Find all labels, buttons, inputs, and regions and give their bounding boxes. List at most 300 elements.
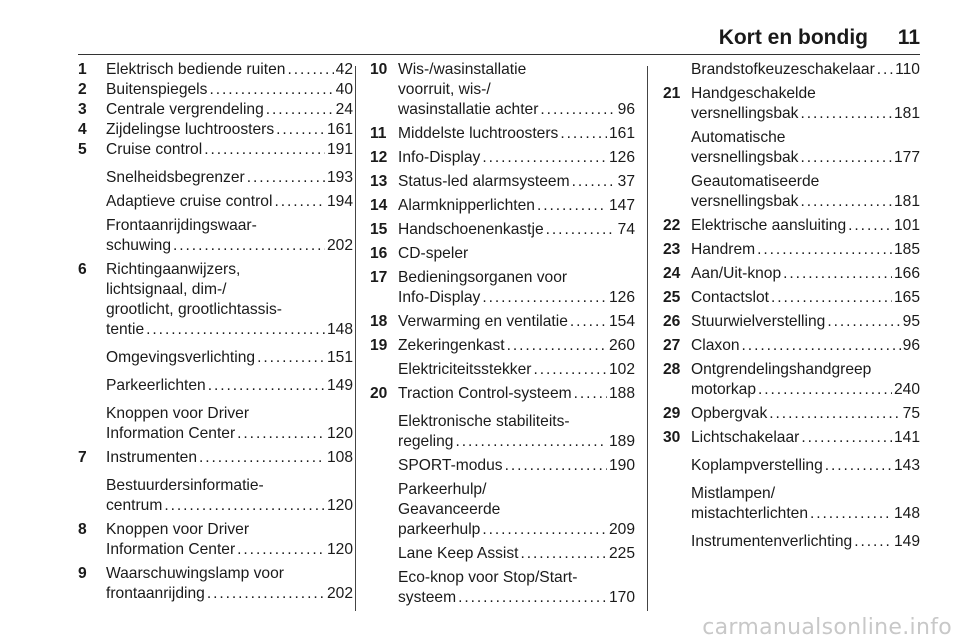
entry-label: Elektrisch bediende ruiten — [106, 61, 286, 78]
index-entry — [370, 412, 635, 452]
entry-body — [691, 172, 920, 212]
entry-page-link[interactable]: 102 — [608, 361, 635, 378]
entry-page-link[interactable]: 101 — [893, 217, 920, 234]
dot-leader — [521, 544, 607, 564]
entry-last-line — [106, 320, 353, 340]
entry-label: Contactslot — [691, 289, 770, 306]
entry-body — [691, 360, 920, 400]
dot-leader — [877, 60, 893, 80]
index-entry — [663, 484, 920, 524]
entry-page-link[interactable]: 42 — [335, 61, 353, 78]
entry-body — [106, 168, 353, 188]
entry-body — [106, 564, 353, 604]
entry-page-link[interactable]: 24 — [335, 101, 353, 118]
index-column-right — [663, 60, 920, 552]
entry-body — [398, 60, 635, 120]
entry-last-line — [691, 264, 920, 284]
entry-number: 19 — [370, 337, 388, 354]
index-entry — [370, 544, 635, 564]
entry-title-line: Automatische — [691, 129, 786, 146]
dot-leader — [825, 456, 892, 476]
entry-number: 10 — [370, 61, 388, 78]
entry-number: 6 — [78, 261, 87, 278]
index-entry — [78, 404, 353, 444]
entry-number: 23 — [663, 241, 681, 258]
entry-label: frontaanrijding — [106, 585, 205, 602]
entry-number: 29 — [663, 405, 681, 422]
entry-page-link[interactable]: 141 — [893, 429, 920, 446]
entry-label: Middelste luchtroosters — [398, 125, 559, 142]
index-entry — [663, 84, 920, 124]
entry-page-link[interactable]: 181 — [893, 193, 920, 210]
entry-page-link[interactable]: 37 — [617, 173, 635, 190]
entry-title-line: grootlicht, grootlichtassis- — [106, 301, 282, 318]
entry-last-line — [398, 100, 635, 120]
entry-number: 7 — [78, 449, 87, 466]
entry-number: 20 — [370, 385, 388, 402]
entry-last-line — [398, 520, 635, 540]
index-entry — [370, 384, 635, 404]
index-entry — [663, 60, 920, 80]
entry-last-line — [691, 336, 920, 356]
entry-page-link[interactable]: 193 — [326, 169, 353, 186]
entry-body — [106, 100, 353, 120]
index-entry — [370, 172, 635, 192]
entry-last-line — [398, 360, 635, 380]
index-entry — [78, 120, 353, 140]
dot-leader — [848, 216, 892, 236]
entry-body — [106, 260, 353, 340]
entry-last-line — [106, 80, 353, 100]
entry-number: 18 — [370, 313, 388, 330]
entry-title-line: voorruit, wis-/ — [398, 81, 491, 98]
entry-body — [106, 448, 353, 468]
dot-leader — [482, 520, 607, 540]
dot-leader — [537, 196, 607, 216]
entry-label: Koplampverstelling — [691, 457, 823, 474]
index-column-left — [78, 60, 353, 604]
entry-number: 15 — [370, 221, 388, 238]
entry-label: regeling — [398, 433, 454, 450]
dot-leader — [533, 360, 607, 380]
entry-number: 14 — [370, 197, 388, 214]
entry-body — [691, 404, 920, 424]
dot-leader — [854, 532, 892, 552]
entry-body — [398, 480, 635, 540]
index-entry — [370, 268, 635, 308]
entry-title-line: lichtsignaal, dim-/ — [106, 281, 227, 298]
index-entry — [663, 288, 920, 308]
entry-page-link[interactable]: 225 — [608, 545, 635, 562]
entry-page-link[interactable]: 188 — [608, 385, 635, 402]
entry-title-line: Knoppen voor Driver — [106, 405, 250, 422]
dot-leader — [800, 104, 891, 124]
entry-label: Handrem — [691, 241, 756, 258]
entry-number: 12 — [370, 149, 388, 166]
entry-body — [106, 120, 353, 140]
watermark: carmanualsonline.info — [702, 615, 952, 640]
entry-page-link[interactable]: 189 — [608, 433, 635, 450]
index-entry — [78, 476, 353, 516]
header-rule — [78, 54, 920, 55]
entry-page-link[interactable]: 143 — [893, 457, 920, 474]
entry-last-line — [106, 376, 353, 396]
entry-body — [106, 80, 353, 100]
entry-page-link[interactable]: 154 — [608, 313, 635, 330]
entry-page-link[interactable]: 96 — [617, 101, 635, 118]
entry-body — [106, 216, 353, 256]
dot-leader — [572, 172, 616, 192]
entry-label: Status-led alarmsysteem — [398, 173, 570, 190]
entry-last-line — [106, 448, 353, 468]
dot-leader — [769, 404, 900, 424]
index-entry — [370, 568, 635, 608]
entry-label: SPORT-modus — [398, 457, 503, 474]
entry-page-link[interactable]: 148 — [326, 321, 353, 338]
entry-label: wasinstallatie achter — [398, 101, 539, 118]
entry-body — [106, 376, 353, 396]
entry-number: 3 — [78, 101, 87, 118]
entry-label: Zekeringenkast — [398, 337, 505, 354]
entry-label: Omgevingsverlichting — [106, 349, 256, 366]
entry-last-line — [691, 428, 920, 448]
entry-body — [106, 348, 353, 368]
entry-last-line — [398, 220, 635, 240]
index-entry — [78, 140, 353, 160]
entry-title-line: Knoppen voor Driver — [106, 521, 250, 538]
entry-title-line: Geavanceerde — [398, 501, 501, 518]
entry-label: versnellingsbak — [691, 105, 799, 122]
entry-body — [106, 520, 353, 560]
entry-last-line — [398, 312, 635, 332]
entry-last-line — [106, 192, 353, 212]
entry-label: Information Center — [106, 541, 236, 558]
entry-page-link[interactable]: 151 — [326, 349, 353, 366]
index-entry — [78, 60, 353, 80]
entry-label: Buitenspiegels — [106, 81, 208, 98]
entry-body — [691, 428, 920, 448]
index-entry — [78, 100, 353, 120]
entry-label: Info-Display — [398, 289, 481, 306]
entry-last-line — [691, 288, 920, 308]
entry-label: Lichtschakelaar — [691, 429, 800, 446]
entry-title-line: Elektronische stabiliteits- — [398, 413, 570, 430]
entry-number: 30 — [663, 429, 681, 446]
index-entry — [78, 192, 353, 212]
entry-title-line: Wis-/wasinstallatie — [398, 61, 527, 78]
entry-last-line — [398, 544, 635, 564]
entry-label: Aan/Uit-knop — [691, 265, 782, 282]
entry-body — [691, 312, 920, 332]
entry-page-link[interactable]: 110 — [895, 61, 920, 78]
entry-page-link[interactable]: 170 — [608, 589, 635, 606]
entry-title-line: Bestuurdersinformatie- — [106, 477, 264, 494]
dot-leader — [810, 504, 892, 524]
index-entry — [78, 168, 353, 188]
entry-label: Centrale vergrendeling — [106, 101, 264, 118]
entry-label: CD-speler — [398, 245, 469, 262]
entry-body — [106, 140, 353, 160]
entry-number: 8 — [78, 521, 87, 538]
index-entry — [663, 128, 920, 168]
entry-title-line: Geautomatiseerde — [691, 173, 820, 190]
entry-page-link[interactable]: 147 — [608, 197, 635, 214]
entry-last-line — [691, 192, 920, 212]
entry-label: Elektriciteitsstekker — [398, 361, 532, 378]
entry-body — [398, 568, 635, 608]
entry-label: Instrumenten — [106, 449, 198, 466]
entry-page-link[interactable]: 161 — [326, 121, 353, 138]
dot-leader — [507, 336, 607, 356]
dot-leader — [570, 312, 607, 332]
entry-body — [691, 532, 920, 552]
entry-last-line — [398, 588, 635, 608]
entry-body — [398, 220, 635, 240]
entry-body — [398, 268, 635, 308]
entry-last-line — [398, 456, 635, 476]
entry-page-link[interactable]: 181 — [893, 105, 920, 122]
dot-leader — [257, 348, 325, 368]
entry-page-link[interactable]: 95 — [902, 313, 920, 330]
entry-number: 4 — [78, 121, 87, 138]
entry-label: mistachterlichten — [691, 505, 808, 522]
entry-last-line — [691, 60, 920, 80]
entry-label: systeem — [398, 589, 457, 606]
entry-last-line — [398, 148, 635, 168]
entry-last-line — [691, 216, 920, 236]
dot-leader — [771, 288, 892, 308]
entry-title-line: Bedieningsorganen voor — [398, 269, 568, 286]
column-divider-1 — [355, 66, 356, 611]
dot-leader — [208, 376, 325, 396]
entry-title-line: Parkeerhulp/ — [398, 481, 487, 498]
entry-page-link[interactable]: 260 — [608, 337, 635, 354]
entry-label: Verwarming en ventilatie — [398, 313, 568, 330]
dot-leader — [827, 312, 900, 332]
entry-last-line — [398, 288, 635, 308]
entry-page-link[interactable]: 166 — [893, 265, 920, 282]
entry-page-link[interactable]: 202 — [326, 585, 353, 602]
entry-label: centrum — [106, 497, 163, 514]
entry-label: motorkap — [691, 381, 757, 398]
entry-last-line — [106, 584, 353, 604]
entry-last-line — [691, 240, 920, 260]
dot-leader — [173, 236, 325, 256]
entry-page-link[interactable]: 194 — [326, 193, 353, 210]
index-entry — [663, 404, 920, 424]
entry-page-link[interactable]: 161 — [608, 125, 635, 142]
entry-body — [691, 336, 920, 356]
dot-leader — [540, 100, 615, 120]
entry-page-link[interactable]: 165 — [893, 289, 920, 306]
index-entry — [370, 244, 635, 264]
entry-label: Brandstofkeuzeschakelaar — [691, 61, 875, 78]
entry-page-link[interactable]: 120 — [326, 541, 353, 558]
index-entry — [663, 428, 920, 448]
entry-label: Handschoenenkastje — [398, 221, 544, 238]
dot-leader — [458, 588, 607, 608]
entry-last-line — [106, 140, 353, 160]
dot-leader — [237, 540, 325, 560]
index-entry — [370, 60, 635, 120]
entry-label: Parkeerlichten — [106, 377, 206, 394]
entry-page-link[interactable]: 240 — [893, 381, 920, 398]
entry-label: Adaptieve cruise control — [106, 193, 273, 210]
entry-last-line — [691, 104, 920, 124]
entry-number: 27 — [663, 337, 681, 354]
entry-body — [398, 312, 635, 332]
entry-last-line — [106, 60, 353, 80]
entry-label: Lane Keep Assist — [398, 545, 519, 562]
entry-last-line — [106, 100, 353, 120]
entry-title-line: Ontgrendelingshandgreep — [691, 361, 872, 378]
index-entry — [78, 376, 353, 396]
dot-leader — [164, 496, 325, 516]
entry-body — [398, 196, 635, 216]
entry-page-link[interactable]: 149 — [326, 377, 353, 394]
entry-body — [398, 172, 635, 192]
entry-page-link[interactable]: 149 — [893, 533, 920, 550]
index-entry — [370, 196, 635, 216]
entry-last-line — [398, 336, 635, 356]
page-header — [78, 26, 920, 52]
dot-leader — [455, 432, 606, 452]
dot-leader — [287, 60, 333, 80]
entry-title-line: Mistlampen/ — [691, 485, 776, 502]
entry-page-link[interactable]: 108 — [326, 449, 353, 466]
entry-page-link[interactable]: 185 — [893, 241, 920, 258]
entry-body — [106, 476, 353, 516]
entry-page-link[interactable]: 209 — [608, 521, 635, 538]
entry-body — [106, 192, 353, 212]
entry-body — [691, 60, 920, 80]
dot-leader — [801, 428, 892, 448]
entry-body — [106, 404, 353, 444]
entry-title-line: Waarschuwingslamp voor — [106, 565, 284, 582]
index-entry — [370, 312, 635, 332]
entry-last-line — [691, 456, 920, 476]
entry-last-line — [106, 168, 353, 188]
entry-label: Info-Display — [398, 149, 481, 166]
entry-body — [398, 360, 635, 380]
entry-number: 5 — [78, 141, 87, 158]
dot-leader — [505, 456, 607, 476]
entry-last-line — [398, 384, 635, 404]
entry-body — [691, 456, 920, 476]
index-entry — [78, 564, 353, 604]
index-entry — [370, 456, 635, 476]
entry-number: 13 — [370, 173, 388, 190]
index-entry — [663, 240, 920, 260]
entry-number: 28 — [663, 361, 681, 378]
entry-label: Information Center — [106, 425, 236, 442]
dot-leader — [247, 168, 325, 188]
dot-leader — [266, 100, 334, 120]
entry-page-link[interactable]: 120 — [326, 497, 353, 514]
entry-page-link[interactable]: 191 — [326, 141, 353, 158]
index-entry — [78, 448, 353, 468]
entry-title-line: Handgeschakelde — [691, 85, 816, 102]
entry-body — [106, 60, 353, 80]
entry-label: Claxon — [691, 337, 740, 354]
entry-title-line: Frontaanrijdingswaar- — [106, 217, 257, 234]
index-entry — [663, 456, 920, 476]
entry-page-link[interactable]: 120 — [326, 425, 353, 442]
entry-number: 9 — [78, 565, 87, 582]
entry-last-line — [106, 348, 353, 368]
entry-last-line — [691, 404, 920, 424]
index-entry — [78, 260, 353, 340]
entry-label: Elektrische aansluiting — [691, 217, 847, 234]
entry-number: 26 — [663, 313, 681, 330]
entry-body — [398, 412, 635, 452]
entry-last-line — [398, 244, 635, 264]
entry-body — [398, 384, 635, 404]
entry-label: versnellingsbak — [691, 193, 799, 210]
dot-leader — [560, 124, 607, 144]
dot-leader — [146, 320, 325, 340]
entry-number: 25 — [663, 289, 681, 306]
entry-body — [691, 216, 920, 236]
dot-leader — [482, 288, 607, 308]
entry-last-line — [691, 312, 920, 332]
entry-number: 2 — [78, 81, 87, 98]
entry-label: Zijdelingse luchtroosters — [106, 121, 275, 138]
entry-number: 22 — [663, 217, 681, 234]
dot-leader — [742, 336, 901, 356]
entry-page-link[interactable]: 126 — [608, 289, 635, 306]
entry-last-line — [106, 120, 353, 140]
dot-leader — [237, 424, 325, 444]
entry-page-link[interactable]: 202 — [326, 237, 353, 254]
index-entry — [663, 336, 920, 356]
entry-page-link[interactable]: 126 — [608, 149, 635, 166]
entry-page-link[interactable]: 75 — [902, 405, 920, 422]
entry-number: 17 — [370, 269, 388, 286]
index-entry — [78, 348, 353, 368]
entry-page-link[interactable]: 177 — [893, 149, 920, 166]
entry-label: tentie — [106, 321, 145, 338]
entry-last-line — [398, 432, 635, 452]
entry-label: versnellingsbak — [691, 149, 799, 166]
entry-page-link[interactable]: 148 — [893, 505, 920, 522]
entry-label: schuwing — [106, 237, 172, 254]
entry-label: parkeerhulp — [398, 521, 481, 538]
column-divider-2 — [647, 66, 648, 611]
index-entry — [663, 172, 920, 212]
entry-body — [691, 84, 920, 124]
index-column-middle — [370, 60, 635, 608]
dot-leader — [482, 148, 607, 168]
dot-leader — [199, 448, 325, 468]
entry-page-link[interactable]: 74 — [617, 221, 635, 238]
dot-leader — [209, 80, 333, 100]
entry-number: 16 — [370, 245, 388, 262]
dot-leader — [274, 192, 325, 212]
entry-last-line — [691, 148, 920, 168]
entry-page-link[interactable]: 96 — [902, 337, 920, 354]
entry-label: Stuurwielverstelling — [691, 313, 826, 330]
entry-last-line — [106, 496, 353, 516]
entry-body — [691, 288, 920, 308]
entry-page-link[interactable]: 40 — [335, 81, 353, 98]
page-title: Kort en bondig — [718, 26, 868, 49]
entry-body — [691, 240, 920, 260]
entry-body — [398, 336, 635, 356]
entry-page-link[interactable]: 190 — [608, 457, 635, 474]
entry-body — [398, 148, 635, 168]
entry-body — [398, 456, 635, 476]
